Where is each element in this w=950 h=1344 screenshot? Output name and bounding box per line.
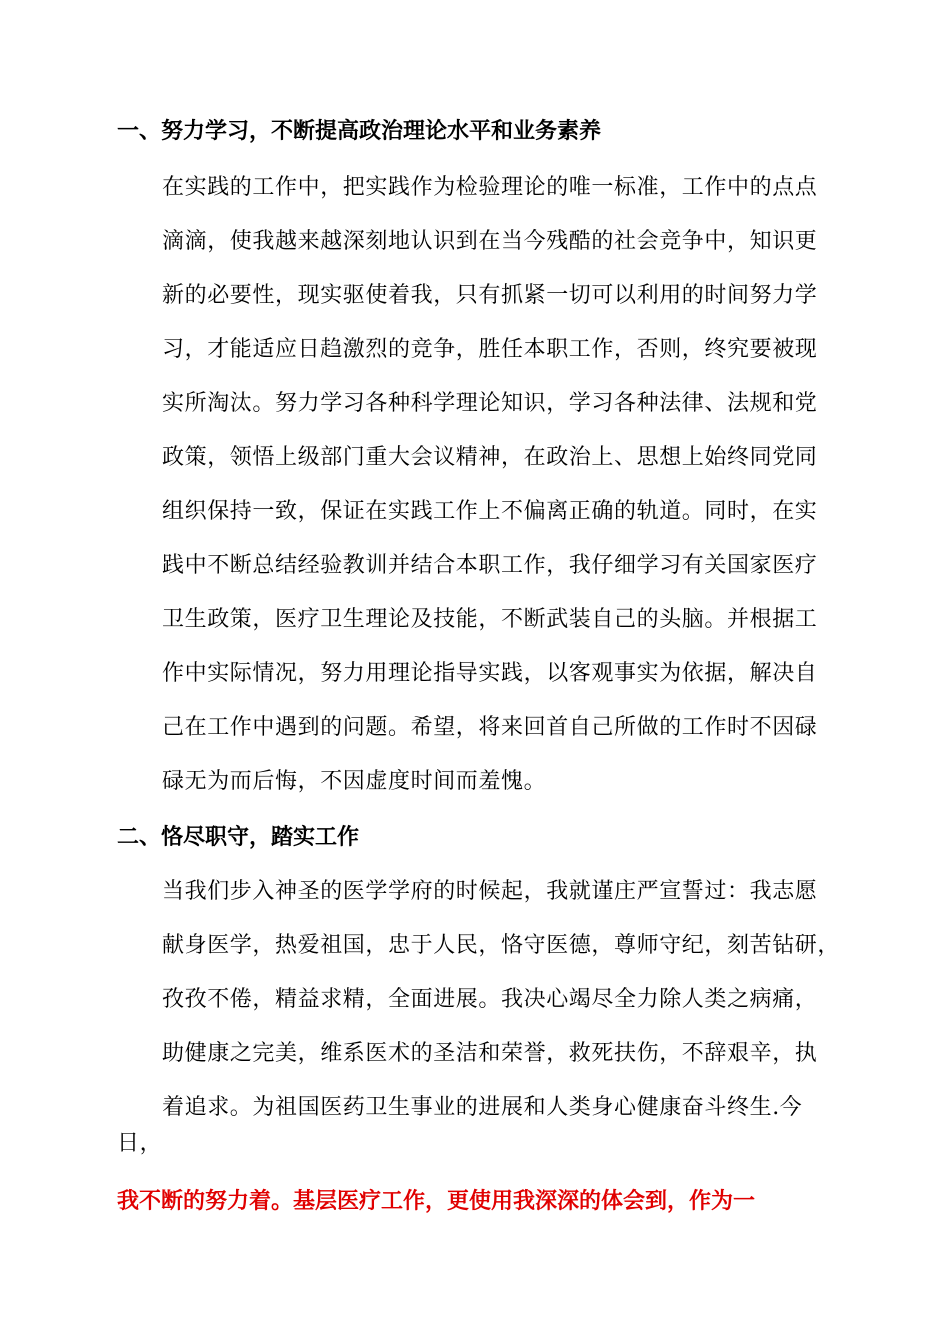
- section-1-heading: 一、努力学习，不断提高政治理论水平和业务素养: [117, 119, 602, 144]
- paragraph-line: 实所淘汰。努力学习各种科学理论知识，学习各种法律、法规和党: [162, 391, 818, 416]
- paragraph-line: 组织保持一致，保证在实践工作上不偏离正确的轨道。同时，在实: [162, 499, 818, 524]
- paragraph-line: 着追求。为祖国医药卫生事业的进展和人类身心健康奋斗终生.今: [162, 1095, 803, 1120]
- paragraph-line: 践中不断总结经验教训并结合本职工作，我仔细学习有关国家医疗: [162, 553, 818, 578]
- paragraph-line: 己在工作中遇到的问题。希望，将来回首自己所做的工作时不因碌: [162, 715, 818, 740]
- paragraph-line: 政策，领悟上级部门重大会议精神，在政治上、思想上始终同党同: [162, 445, 818, 470]
- paragraph-line: 日，: [117, 1131, 163, 1156]
- paragraph-line: 作中实际情况，努力用理论指导实践，以客观事实为依据，解决自: [162, 661, 818, 686]
- paragraph-line: 孜孜不倦，精益求精，全面进展。我决心竭尽全力除人类之病痛，: [162, 987, 818, 1012]
- paragraph-line: 在实践的工作中，把实践作为检验理论的唯一标准，工作中的点点: [162, 175, 818, 200]
- highlighted-text: 我不断的努力着。基层医疗工作，更使用我深深的体会到，作为一: [117, 1189, 756, 1214]
- paragraph-line: 碌无为而后悔，不因虚度时间而羞愧。: [162, 769, 547, 794]
- paragraph-line: 献身医学，热爱祖国，忠于人民，恪守医德，尊师守纪，刻苦钻研，: [162, 933, 841, 958]
- paragraph-line: 助健康之完美，维系医术的圣洁和荣誉，救死扶伤，不辞艰辛，执: [162, 1041, 818, 1066]
- paragraph-line: 当我们步入神圣的医学学府的时候起，我就谨庄严宣誓过：我志愿: [162, 879, 818, 904]
- paragraph-line: 习，才能适应日趋激烈的竞争，胜任本职工作，否则，终究要被现: [162, 337, 818, 362]
- paragraph-line: 卫生政策，医疗卫生理论及技能，不断武装自己的头脑。并根据工: [162, 607, 818, 632]
- section-2-heading: 二、恪尽职守，踏实工作: [117, 825, 360, 850]
- paragraph-line: 新的必要性，现实驱使着我，只有抓紧一切可以利用的时间努力学: [162, 283, 818, 308]
- paragraph-line: 滴滴，使我越来越深刻地认识到在当今残酷的社会竞争中，知识更: [162, 229, 818, 254]
